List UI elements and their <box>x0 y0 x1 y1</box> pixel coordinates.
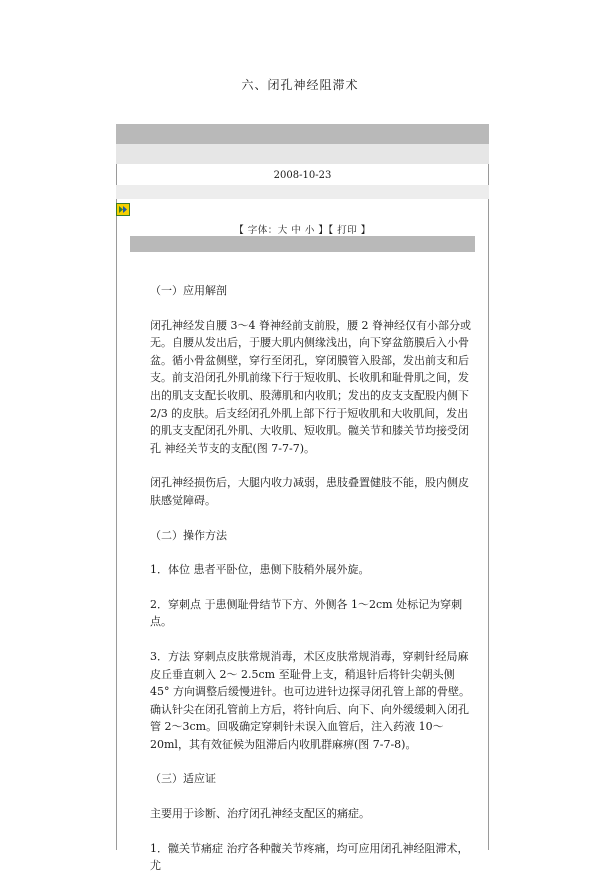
font-large-link[interactable]: 大 <box>277 225 288 236</box>
arrow-logo-icon <box>116 203 130 216</box>
paragraph: 主要用于诊断、治疗闭孔神经支配区的痛症。 <box>150 807 370 821</box>
font-medium-link[interactable]: 中 <box>291 225 302 236</box>
date-subbar <box>116 185 489 199</box>
toolbar-bracket-mid: 】【 <box>314 225 338 236</box>
font-toolbar <box>116 222 489 236</box>
paragraph: 闭孔神经发自腰 3～4 脊神经前支前股，腰 2 脊神经仅有小部分或无。自腰从发出后，于腰大肌内侧缘浅出，向下穿盆筋膜后入小骨盆。循小骨盆侧壁，穿行至闭孔，穿闭膜管入股部，发出前支和后支。前支沿闭孔外肌前缘下行于短收肌、长收肌和耻骨肌之间，发出的肌支支配长收肌、股薄肌和内收肌；发出的皮支支配股内侧下 2/3 的皮肤。后支经闭孔外肌上部下行于短收肌和大收肌间，发出的肌支支配闭孔外肌、大收肌、短收肌。髋关节和膝关节均接受闭孔 神经关节支的支配(图 7-7-7)。 <box>150 318 471 455</box>
font-small-link[interactable]: 小 <box>304 225 315 236</box>
header-bar <box>116 124 489 144</box>
section-title: （三）适应证 <box>150 772 216 786</box>
section-title: （二）操作方法 <box>150 528 227 542</box>
article-body <box>150 282 473 875</box>
toolbar-bracket-close: 】 <box>357 225 371 236</box>
paragraph: 2．穿刺点 于患侧耻骨结节下方、外侧各 1～2cm 处标记为穿刺点。 <box>150 597 463 629</box>
section-title: （一）应用解剖 <box>150 284 227 297</box>
header-subbar <box>116 144 489 164</box>
print-link[interactable]: 打印 <box>337 225 358 236</box>
paragraph: 1．体位 患者平卧位，患侧下肢稍外展外旋。 <box>150 563 370 577</box>
paragraph: 3．方法 穿刺点皮肤常规消毒，术区皮肤常规消毒，穿刺针经局麻皮丘垂直刺入 2～ 2.5cm 至耻骨上支，稍退针后将针尖朝头侧 45° 方向调整后缓慢进针。也可边进针边探寻闭孔管上部的骨壁。确认针尖在闭孔管前上方后，将针向后、向下、向外缓缓刺入闭孔管 2～3cm。回吸确定穿刺针未误入血管后，注入药液 10～20ml，其有效征候为阻滞后内收肌群麻痹(图 7-7-8)。 <box>150 649 470 751</box>
toolbar-bracket-open: 【 字体： <box>234 225 278 236</box>
publish-date: 2008-10-23 <box>273 170 332 181</box>
paragraph: 1．髋关节痛症 治疗各种髋关节疼痛，均可应用闭孔神经阻滞术，尤 <box>150 841 469 873</box>
paragraph: 闭孔神经损伤后，大腿内收力减弱，患肢叠置健肢不能，股内侧皮肤感觉障碍。 <box>150 476 469 507</box>
toolbar-bar <box>130 236 475 252</box>
page-title: 六、闭孔神经阻滞术 <box>241 78 359 92</box>
